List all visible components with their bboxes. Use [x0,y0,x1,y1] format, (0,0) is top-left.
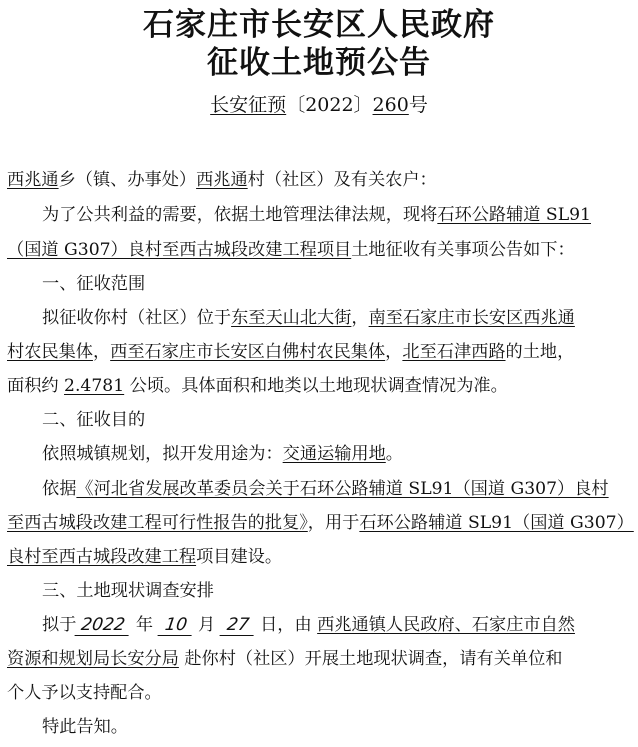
section-3-line-2: 资源和规划局长安分局 赴你村（社区）开展土地现状调查，请有关单位和 [7,649,563,669]
intro-line-2: （国道 G307）良村至西古城段改建工程项目土地征收有关事项公告如下： [7,240,575,260]
doc-no-num: 260 [372,94,409,116]
land-use: 交通运输用地 [282,444,386,464]
section-1-line-1: 拟征收你村（社区）位于东至天山北大街，南至石家庄市长安区西兆通 [42,308,575,328]
intro-line-1: 为了公共利益的需要，依据土地管理法律法规，现将石环公路辅道 SL91 [42,205,591,225]
basis-document-a: 《河北省发展改革委员会关于石环公路辅道 SL91（国道 G307）良村 [76,479,609,499]
boundary-east: 东至天山北大街 [231,308,352,328]
title-line-2: 征收土地预公告 [207,45,431,81]
section-2-heading: 二、征收目的 [42,410,146,430]
doc-no-prefix: 长安征预 [210,94,287,116]
section-3-line-3: 个人予以支持配合。 [7,683,162,703]
survey-year: 2022 [75,615,132,636]
survey-org-a: 西兆通镇人民政府、石家庄市自然 [317,615,575,635]
section-1-heading: 一、征收范围 [42,274,146,294]
survey-org-b: 资源和规划局长安分局 [7,649,179,669]
intro-project-a: 石环公路辅道 SL91 [437,205,591,225]
project-name-b: 良村至西古城段改建工程 [7,547,197,567]
boundary-south-a: 南至石家庄市长安区西兆通 [368,308,575,328]
section-1-line-2: 村农民集体，西至石家庄市长安区白佛村农民集体，北至石津西路的土地， [7,342,575,362]
section-2-line-4: 良村至西古城段改建工程项目建设。 [7,547,283,567]
survey-day: 27 [219,615,256,636]
closing-text: 特此告知。 [42,717,128,737]
basis-document-b: 至西古城段改建工程可行性报告的批复》 [7,513,308,533]
section-1-line-3: 面积约 2.4781 公顷。具体面积和地类以土地现状调查情况为准。 [7,376,508,396]
section-2-line-2: 依据《河北省发展改革委员会关于石环公路辅道 SL91（国道 G307）良村 [42,479,609,499]
address-township: 西兆通 [7,170,59,190]
section-3-heading: 三、土地现状调查安排 [42,581,214,601]
address-village: 西兆通 [196,170,248,190]
survey-month: 10 [157,615,194,636]
section-2-line-1: 依照城镇规划，拟开发用途为：交通运输用地。 [42,444,403,464]
document-number [0,92,638,118]
boundary-south-b: 村农民集体 [7,342,93,362]
section-3-line-1: 拟于 2022 年 10 月 27 日，由 西兆通镇人民政府、石家庄市自然 [42,615,575,635]
title-line-1: 石家庄市长安区人民政府 [143,7,495,43]
section-2-line-3: 至西古城段改建工程可行性报告的批复》，用于石环公路辅道 SL91（国道 G307） [7,513,634,533]
boundary-north: 北至石津西路 [402,342,506,362]
intro-project-b: （国道 G307）良村至西古城段改建工程项目 [7,240,352,260]
address-line: 西兆通乡（镇、办事处）西兆通村（社区）及有关农户： [7,170,437,190]
doc-no-suffix: 号 [408,94,428,116]
area-value: 2.4781 [64,376,125,396]
project-name-a: 石环公路辅道 SL91（国道 G307） [359,513,634,533]
boundary-west: 西至石家庄市长安区白佛村农民集体 [110,342,386,362]
doc-no-year: 〔2022〕 [286,94,373,116]
